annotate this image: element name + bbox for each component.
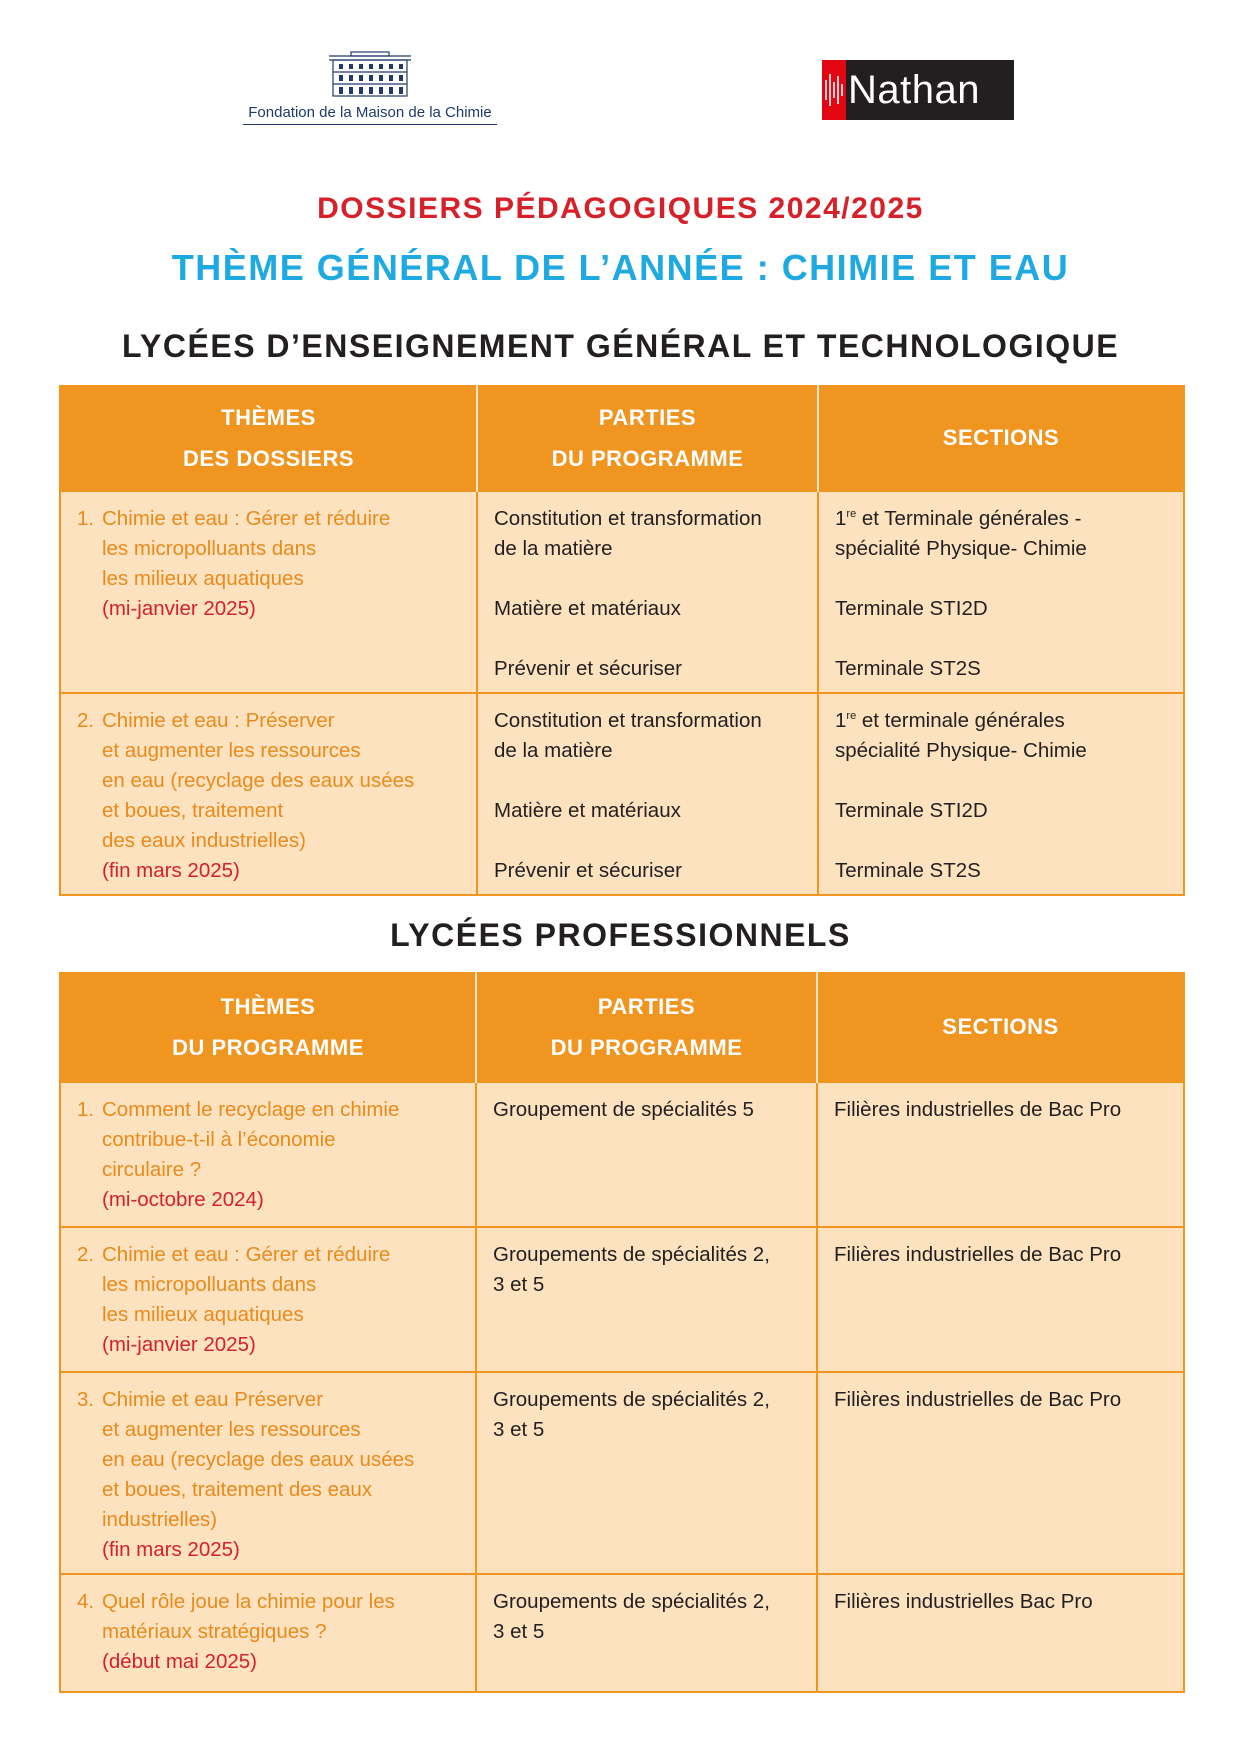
table-lycees-pro (59, 972, 1185, 1693)
spacer (494, 826, 803, 856)
table-row (60, 1372, 1184, 1574)
parties-line: Groupement de spécialités 5 (493, 1098, 754, 1121)
column-header-line: DU PROGRAMME (172, 1034, 364, 1060)
theme-text (77, 1385, 461, 1565)
theme-date: (fin mars 2025) (102, 859, 240, 882)
sections-line: Terminale ST2S (835, 859, 981, 882)
sections-line: Filières industrielles de Bac Pro (834, 1388, 1122, 1411)
theme-number: 1. (77, 507, 95, 530)
column-header (818, 385, 1184, 491)
section-heading-lycees-pro: LYCÉES PROFESSIONNELS (390, 917, 851, 953)
column-header-line: DU PROGRAMME (550, 1034, 743, 1060)
column-header (476, 972, 817, 1082)
column-header-line: THÈMES (220, 993, 316, 1019)
column-header-line: PARTIES (597, 993, 696, 1019)
theme-date: (mi-octobre 2024) (102, 1188, 264, 1211)
theme-line: Comment le recyclage en chimie (102, 1098, 400, 1121)
spacer (835, 624, 1169, 654)
theme-line: circulaire ? (102, 1158, 202, 1181)
spacer (494, 766, 803, 796)
theme-line: matériaux stratégiques ? (102, 1620, 327, 1643)
theme-text (77, 1240, 461, 1360)
theme-line: les micropolluants dans (102, 1273, 317, 1296)
theme-body (102, 1240, 390, 1360)
sections-line: Filières industrielles de Bac Pro (834, 1098, 1122, 1121)
sections-cell (817, 1574, 1184, 1692)
theme-number: 2. (77, 709, 95, 732)
sections-line: Terminale STI2D (835, 799, 988, 822)
theme-date: (mi-janvier 2025) (102, 1333, 256, 1356)
spacer (835, 564, 1169, 594)
fondation-logo-text: Fondation de la Maison de la Chimie (248, 104, 492, 121)
column-header-line: SECTIONS (942, 425, 1060, 450)
theme-line: en eau (recyclage des eaux usées (102, 1448, 415, 1471)
spacer (494, 624, 803, 654)
sections-line: 1re et terminale générales (835, 709, 1065, 732)
theme-text (77, 504, 462, 624)
parties-cell (477, 693, 818, 895)
parties-line: Matière et matériaux (494, 799, 681, 822)
theme-line: Chimie et eau : Préserver (102, 709, 335, 732)
theme-line: industrielles) (102, 1508, 218, 1531)
theme-line: et boues, traitement (102, 799, 284, 822)
parties-line: 3 et 5 (493, 1273, 545, 1296)
column-header-line: PARTIES (598, 404, 697, 430)
theme-date: (mi-janvier 2025) (102, 597, 256, 620)
column-header-line: THÈMES (221, 404, 316, 430)
theme-line: Quel rôle joue la chimie pour les (102, 1590, 395, 1613)
section-heading-lycees-generaux: LYCÉES D’ENSEIGNEMENT GÉNÉRAL ET TECHNOLOGIQUE (121, 328, 1120, 364)
parties-cell (476, 1227, 817, 1372)
parties-line: Matière et matériaux (494, 597, 681, 620)
theme-cell (60, 1372, 476, 1574)
ordinal-suffix: re (846, 508, 857, 521)
parties-line: Prévenir et sécuriser (494, 657, 682, 680)
sections-line: Filières industrielles de Bac Pro (834, 1243, 1122, 1266)
column-header (817, 972, 1184, 1082)
parties-line: Prévenir et sécuriser (494, 859, 682, 882)
parties-line: de la matière (494, 537, 613, 560)
theme-line: les micropolluants dans (102, 537, 317, 560)
table-lycees-generaux (59, 385, 1185, 896)
theme-number: 2. (77, 1243, 95, 1266)
sections-line: spécialité Physique- Chimie (835, 537, 1087, 560)
theme-line: en eau (recyclage des eaux usées (102, 769, 415, 792)
table-header-row (60, 385, 1184, 491)
theme-line: des eaux industrielles) (102, 829, 306, 852)
theme-body (102, 1095, 399, 1215)
parties-line: Groupements de spécialités 2, (493, 1590, 770, 1613)
parties-cell (476, 1574, 817, 1692)
spacer (835, 826, 1169, 856)
theme-line: Chimie et eau Préserver (102, 1388, 324, 1411)
theme-cell (60, 1227, 476, 1372)
fondation-maison-chimie-logo (240, 50, 500, 140)
parties-cell (476, 1372, 817, 1574)
theme-number: 3. (77, 1388, 95, 1411)
parties-cell (476, 1082, 817, 1227)
sections-line: spécialité Physique- Chimie (835, 739, 1087, 762)
page-title: DOSSIERS PÉDAGOGIQUES 2024/2025 (317, 192, 924, 225)
nathan-logo-text: Nathan (848, 67, 980, 112)
table-row (60, 1227, 1184, 1372)
building-icon (325, 50, 415, 100)
parties-cell (477, 491, 818, 693)
sections-line: Filières industrielles Bac Pro (834, 1590, 1093, 1613)
theme-text (77, 706, 462, 886)
logo-underline (243, 124, 497, 125)
sections-line: 1re et Terminale générales - (835, 507, 1082, 530)
nathan-mark-icon (822, 60, 846, 120)
theme-body (102, 706, 414, 886)
theme-line: Chimie et eau : Gérer et réduire (102, 507, 391, 530)
theme-text (77, 1587, 461, 1677)
parties-line: Groupements de spécialités 2, (493, 1388, 770, 1411)
sections-cell (818, 693, 1184, 895)
theme-line: Chimie et eau : Gérer et réduire (102, 1243, 391, 1266)
table-row (60, 693, 1184, 895)
parties-line: Groupements de spécialités 2, (493, 1243, 770, 1266)
sections-line: Terminale STI2D (835, 597, 988, 620)
table-header-row (60, 972, 1184, 1082)
sections-cell (818, 491, 1184, 693)
theme-body (102, 1587, 395, 1677)
theme-line: et augmenter les ressources (102, 739, 361, 762)
nathan-logo (822, 60, 1014, 120)
ordinal-suffix: re (846, 710, 857, 723)
theme-text (77, 1095, 461, 1215)
theme-line: et boues, traitement des eaux (102, 1478, 373, 1501)
theme-body (102, 1385, 414, 1565)
column-header (60, 972, 476, 1082)
theme-line: les milieux aquatiques (102, 1303, 304, 1326)
theme-body (102, 504, 390, 624)
column-header-line: DU PROGRAMME (551, 445, 744, 471)
theme-number: 4. (77, 1590, 95, 1613)
sections-line: Terminale ST2S (835, 657, 981, 680)
column-header (477, 385, 818, 491)
table-row (60, 491, 1184, 693)
sections-cell (817, 1372, 1184, 1574)
theme-line: et augmenter les ressources (102, 1418, 361, 1441)
theme-cell (60, 1082, 476, 1227)
column-header-line: SECTIONS (942, 1014, 1059, 1039)
parties-line: 3 et 5 (493, 1418, 545, 1441)
spacer (835, 766, 1169, 796)
table-row (60, 1082, 1184, 1227)
theme-date: (début mai 2025) (102, 1650, 257, 1673)
column-header (60, 385, 477, 491)
theme-line: les milieux aquatiques (102, 567, 304, 590)
sections-cell (817, 1082, 1184, 1227)
page-subtitle: THÈME GÉNÉRAL DE L’ANNÉE : CHIMIE ET EAU (171, 247, 1070, 288)
theme-date: (fin mars 2025) (102, 1538, 240, 1561)
theme-cell (60, 491, 477, 693)
column-header-line: DES DOSSIERS (182, 445, 355, 471)
parties-line: Constitution et transformation (494, 507, 762, 530)
sections-cell (817, 1227, 1184, 1372)
parties-line: Constitution et transformation (494, 709, 762, 732)
parties-line: de la matière (494, 739, 613, 762)
theme-cell (60, 693, 477, 895)
table-row (60, 1574, 1184, 1692)
theme-number: 1. (77, 1098, 95, 1121)
parties-line: 3 et 5 (493, 1620, 545, 1643)
spacer (494, 564, 803, 594)
theme-cell (60, 1574, 476, 1692)
theme-line: contribue-t-il à l’économie (102, 1128, 336, 1151)
